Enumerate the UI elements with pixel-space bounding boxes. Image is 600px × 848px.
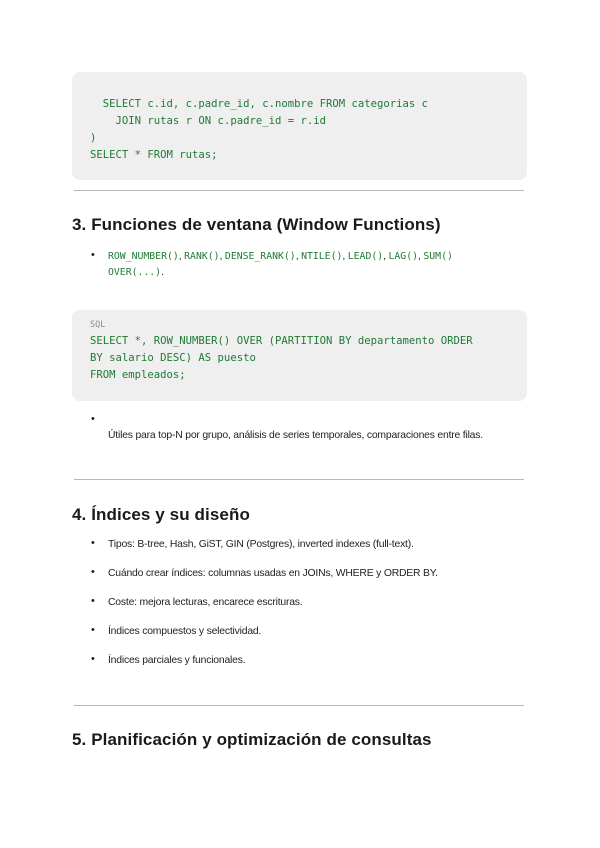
bullet-dot: • (91, 537, 95, 549)
divider (74, 479, 524, 480)
bullet-dot: • (91, 624, 95, 636)
divider (74, 705, 524, 706)
section-3-title: 3. Funciones de ventana (Window Functions) (72, 215, 441, 234)
section-5-title: 5. Planificación y optimización de consultas (72, 730, 432, 749)
divider (74, 190, 524, 191)
list-item: Índices parciales y funcionales. (108, 655, 246, 666)
code-line: SELECT *, ROW_NUMBER() OVER (PARTITION BY departamento ORDER (90, 335, 473, 347)
bullet-dot: • (91, 595, 95, 607)
list-item: Tipos: B-tree, Hash, GiST, GIN (Postgres), inverted indexes (full-text). (108, 539, 414, 550)
fn-lead: LEAD() (347, 251, 384, 262)
fn-dense-rank: DENSE_RANK() (224, 251, 296, 262)
fn-lag: LAG() (388, 251, 419, 262)
window-functions-list: ROW_NUMBER(), RANK(), DENSE_RANK(), NTILE(), LEAD(), LAG(), SUM() OVER(...). (108, 251, 453, 278)
fn-ntile: NTILE() (301, 251, 343, 262)
list-item: Cuándo crear índices: columnas usadas en JOINs, WHERE y ORDER BY. (108, 568, 438, 579)
code-line: SELECT c.id, c.padre_id, c.nombre FROM categorias c (90, 98, 429, 110)
window-functions-usage: Útiles para top-N por grupo, análisis de series temporales, comparaciones entre filas. (108, 430, 483, 441)
code-line: BY salario DESC) AS puesto (90, 352, 256, 364)
bullet-dot: • (91, 566, 95, 578)
code-block-sql (72, 310, 527, 401)
bullet-dot: • (91, 653, 95, 665)
fn-over: OVER(...) (108, 267, 162, 278)
section-4-title: 4. Índices y su diseño (72, 505, 250, 524)
code-line: ) (90, 132, 97, 144)
bullet-dot: • (91, 413, 95, 425)
code-line: JOIN rutas r ON c.padre_id = r.id (90, 115, 326, 127)
fn-sum: SUM() (423, 251, 453, 262)
code-line: SELECT * FROM rutas; (90, 149, 218, 161)
code-line: FROM empleados; (90, 369, 186, 381)
fn-row-number: ROW_NUMBER() (108, 251, 179, 262)
list-item: Índices compuestos y selectividad. (108, 626, 262, 637)
code-language-label: SQL (90, 320, 106, 330)
list-item: Coste: mejora lecturas, encarece escrituras. (108, 597, 303, 608)
fn-rank: RANK() (184, 251, 220, 262)
code-block-recursive-cte (72, 72, 527, 180)
bullet-dot: • (91, 249, 95, 261)
